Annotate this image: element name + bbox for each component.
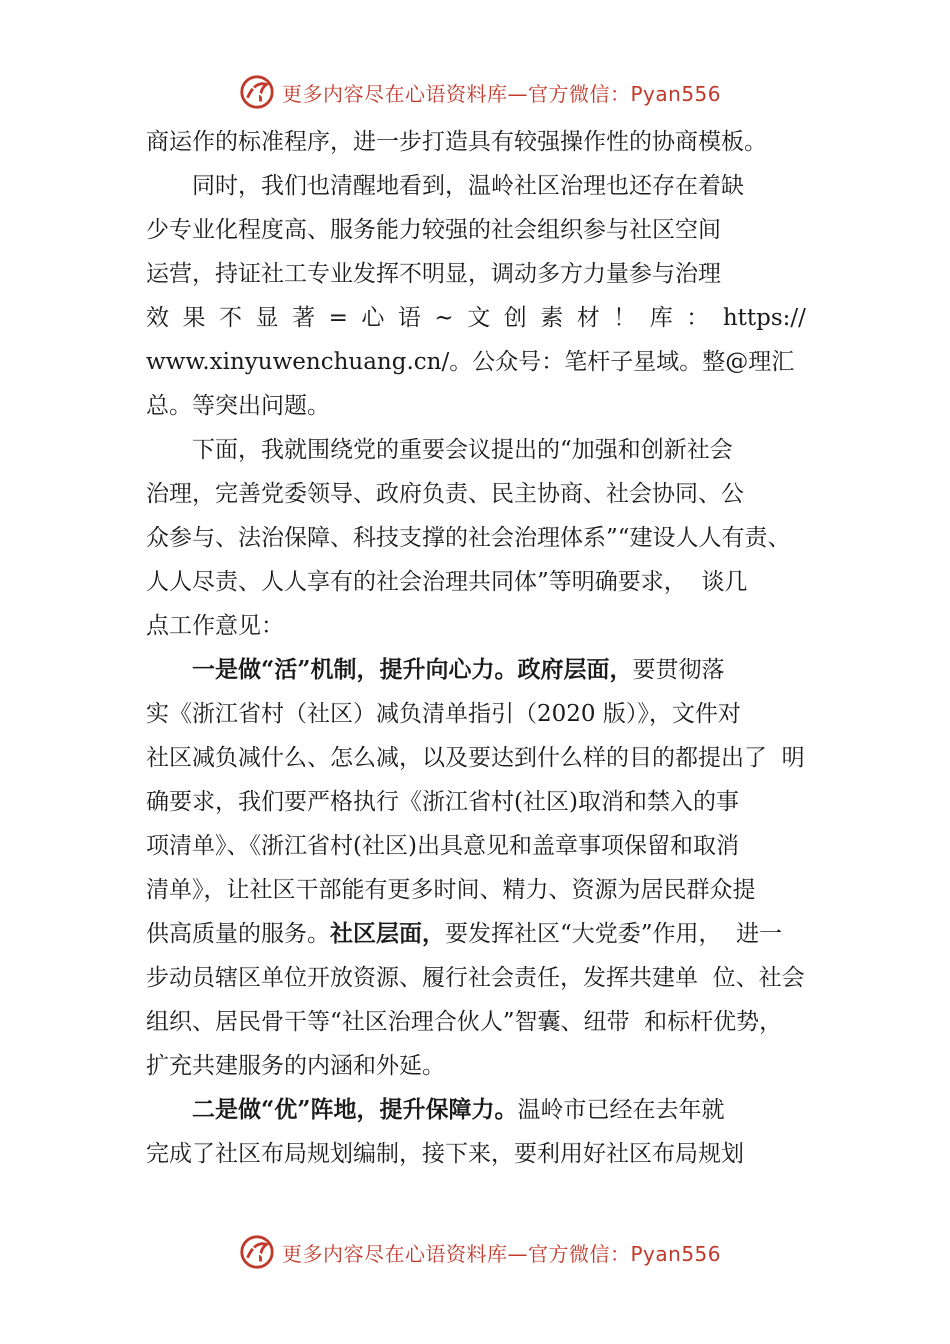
- logo-icon: [238, 1233, 276, 1271]
- paragraph-4-line-9: 组织、居民骨干等“社区治理合伙人”智囊、纽带 和标杆优势，: [146, 1009, 783, 1035]
- paragraph-2-line-2: 少专业化程度高、服务能力较强的社会组织参与社区空间: [146, 217, 721, 243]
- text-run: 要贯彻落: [632, 657, 725, 683]
- paragraph-4-line-3: 社区减负减什么、怎么减，以及要达到什么样的目的都提出了 明: [146, 745, 805, 771]
- paragraph-4-line-5: 项清单》、《浙江省村(社区)出具意见和盖章事项保留和取消: [146, 833, 739, 859]
- paragraph-4-line-4: 确要求，我们要严格执行《浙江省村(社区)取消和禁入的事: [146, 789, 739, 815]
- char: ~: [434, 305, 454, 331]
- char: ：: [686, 305, 710, 331]
- watermark-text: [282, 1238, 721, 1267]
- char: 心: [361, 305, 385, 331]
- paragraph-4-line-2: 实《浙江省村（社区）减负清单指引（2020 版）》，文件对: [146, 701, 741, 727]
- paragraph-4-line-8: 步动员辖区单位开放资源、履行社会责任，发挥共建单 位、社会: [146, 965, 805, 991]
- char: 创: [503, 305, 527, 331]
- paragraph-2-line-1: 同时，我们也清醒地看到，温岭社区治理也还存在着缺: [192, 173, 744, 199]
- watermark-wechat-label: 官方微信：: [528, 1241, 631, 1266]
- paragraph-2-line-5: www.xinyuwenchuang.cn/。公众号：笔杆子星域。整@理汇: [146, 349, 795, 375]
- text-run: 温岭市已经在去年就: [517, 1097, 725, 1123]
- watermark-site: 更多内容尽在心语资料库: [282, 1241, 508, 1266]
- paragraph-2-line-6: 总。等突出问题。: [146, 393, 330, 419]
- paragraph-4-line-7: [146, 912, 806, 956]
- watermark-dash: —: [507, 1241, 528, 1266]
- paragraph-3-line-5: 点工作意见：: [146, 613, 284, 639]
- char: 库: [649, 305, 673, 331]
- paragraph-4-line-1: [146, 648, 806, 692]
- paragraph-2-line-3: 运营，持证社工专业发挥不明显，调动多方力量参与治理: [146, 261, 721, 287]
- char: =: [328, 305, 348, 331]
- char: 文: [467, 305, 491, 331]
- watermark-wechat-label: 官方微信：: [528, 81, 631, 106]
- char: 素: [540, 305, 564, 331]
- logo-icon: [238, 73, 276, 111]
- bold-heading: 二是做“优”阵地，提升保障力。: [192, 1096, 518, 1123]
- paragraph-5-line-2: 完成了社区布局规划编制，接下来，要利用好社区布局规划: [146, 1141, 744, 1167]
- char: 材: [576, 305, 600, 331]
- url-fragment: https://: [722, 305, 806, 331]
- paragraph-2-line-4: [146, 296, 806, 340]
- char: 语: [397, 305, 421, 331]
- paragraph-3-line-2: 治理，完善党委领导、政府负责、民主协商、社会协同、公: [146, 481, 744, 507]
- paragraph-1-line: 商运作的标准程序，进一步打造具有较强操作性的协商模板。: [146, 129, 767, 155]
- watermark-text: [282, 78, 721, 107]
- watermark-site: 更多内容尽在心语资料库: [282, 81, 508, 106]
- document-body: [146, 120, 806, 1176]
- char: ！: [613, 305, 637, 331]
- char: 显: [255, 305, 279, 331]
- paragraph-3-line-4: 人人尽责、人人享有的社会治理共同体”等明确要求， 谈几: [146, 569, 748, 595]
- char: 著: [292, 305, 316, 331]
- paragraph-5-line-1: [146, 1088, 806, 1132]
- watermark-wechat-id: Pyan556: [630, 81, 722, 106]
- bold-heading: 社区层面，: [330, 920, 445, 947]
- char: 不: [219, 305, 243, 331]
- paragraph-4-line-6: 清单》，让社区干部能有更多时间、精力、资源为居民群众提: [146, 877, 756, 903]
- char: 效: [146, 305, 169, 331]
- text-run: 供高质量的服务。: [146, 921, 330, 947]
- header-watermark: [238, 72, 722, 112]
- watermark-dash: —: [507, 81, 528, 106]
- footer-watermark: [238, 1232, 722, 1272]
- watermark-wechat-id: Pyan556: [630, 1241, 722, 1266]
- paragraph-3-line-3: 众参与、法治保障、科技支撑的社会治理体系”“建设人人有责、: [146, 525, 791, 551]
- paragraph-3-line-1: 下面，我就围绕党的重要会议提出的“加强和创新社会: [192, 437, 733, 463]
- char: 果: [182, 305, 206, 331]
- text-run: 要发挥社区“大党委”作用， 进一: [445, 921, 783, 947]
- paragraph-4-line-10: 扩充共建服务的内涵和外延。: [146, 1053, 445, 1079]
- bold-heading: 一是做“活”机制，提升向心力。政府层面，: [192, 656, 633, 683]
